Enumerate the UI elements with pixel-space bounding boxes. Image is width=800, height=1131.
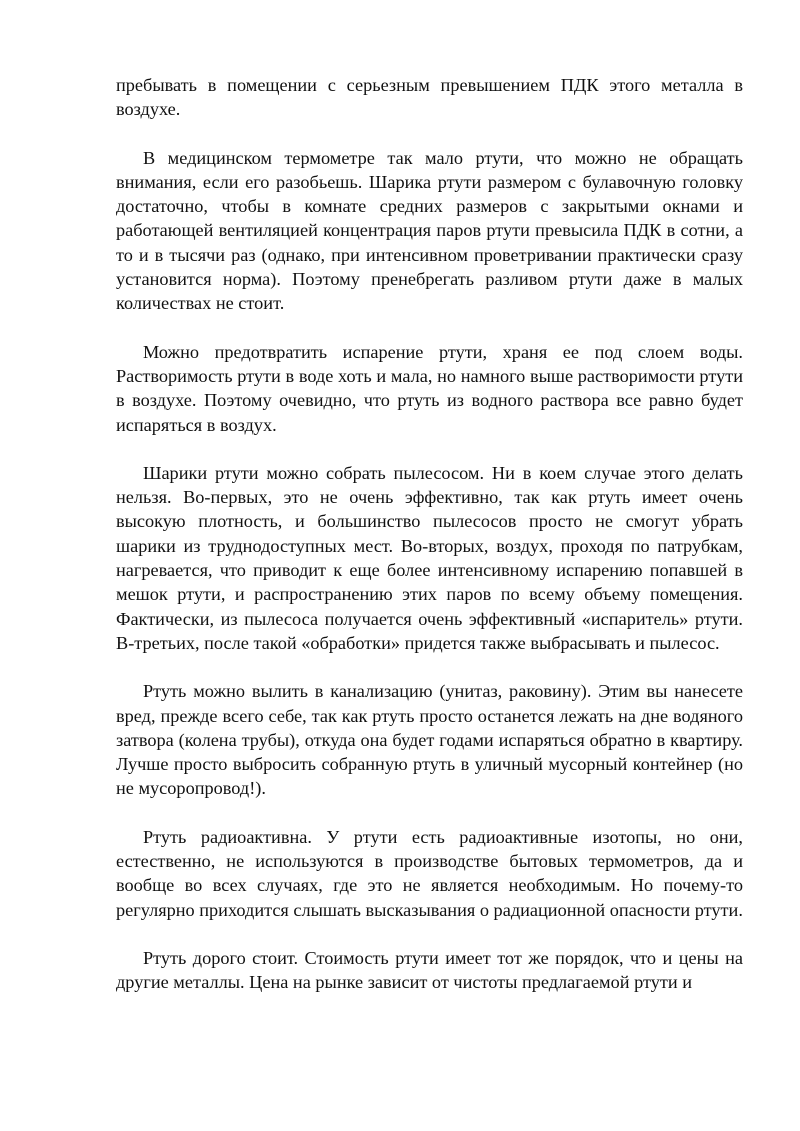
paragraph-sewer: Ртуть можно вылить в канализацию (унитаз, раковину). Этим вы нанесете вред, прежде всего себе, так как ртуть просто останется лежать на дне водяного затвора (колена трубы), откуда она будет годами испаряться обратно в квартиру. Лучше просто выбросить собранную ртуть в уличный мусорный контейнер (но не мусоропровод!). bbox=[116, 681, 743, 799]
paragraph-water-layer: Можно предотвратить испарение ртути, храня ее под слоем воды. Растворимость ртути в воде хоть и мала, но намного выше растворимости ртути в воздухе. Поэтому очевидно, что ртуть из водного раствора все равно будет испаряться в воздух. bbox=[116, 341, 743, 435]
paragraph-vacuum-cleaner: Шарики ртути можно собрать пылесосом. Ни в коем случае этого делать нельзя. Во-первых, это не очень эффективно, так как ртуть имеет очень высокую плотность, и большинство пылесосов просто не смогут убрать шарики из труднодоступных мест. Во-вторых, воздух, проходя по патрубкам, нагревается, что приводит к еще более интенсивному испарению попавшей в мешок ртути, и распространению этих паров по всему объему помещения. Фактически, из пылесоса получается очень эффективный «испаритель» ртути. В-третьих, после такой «обработки» придется также выбрасывать и пылесос. bbox=[116, 462, 743, 653]
paragraph-thermometer: В медицинском термометре так мало ртути, что можно не обращать внимания, если его разобьешь. Шарика ртути размером с булавочную головку достаточно, чтобы в комнате средних размеров с закрытыми окнами и работающей вентиляцией концентрация паров ртути превысила ПДК в сотни, а то и в тысячи раз (однако, при интенсивном проветривании практически сразу установится норма). Поэтому пренебрегать разливом ртути даже в малых количествах не стоит. bbox=[116, 147, 743, 314]
paragraph-continuation: пребывать в помещении с серьезным превышением ПДК этого металла в воздухе. bbox=[116, 75, 743, 120]
paragraph-cost: Ртуть дорого стоит. Стоимость ртути имеет тот же порядок, что и цены на другие металлы. Цена на рынке зависит от чистоты предлагаемой ртути и bbox=[116, 947, 743, 993]
paragraph-radioactive: Ртуть радиоактивна. У ртути есть радиоактивные изотопы, но они, естественно, не используются в производстве бытовых термометров, да и вообще во всех случаях, где это не является необходимым. Но почему-то регулярно приходится слышать высказывания о радиационной опасности ртути. bbox=[116, 826, 743, 920]
